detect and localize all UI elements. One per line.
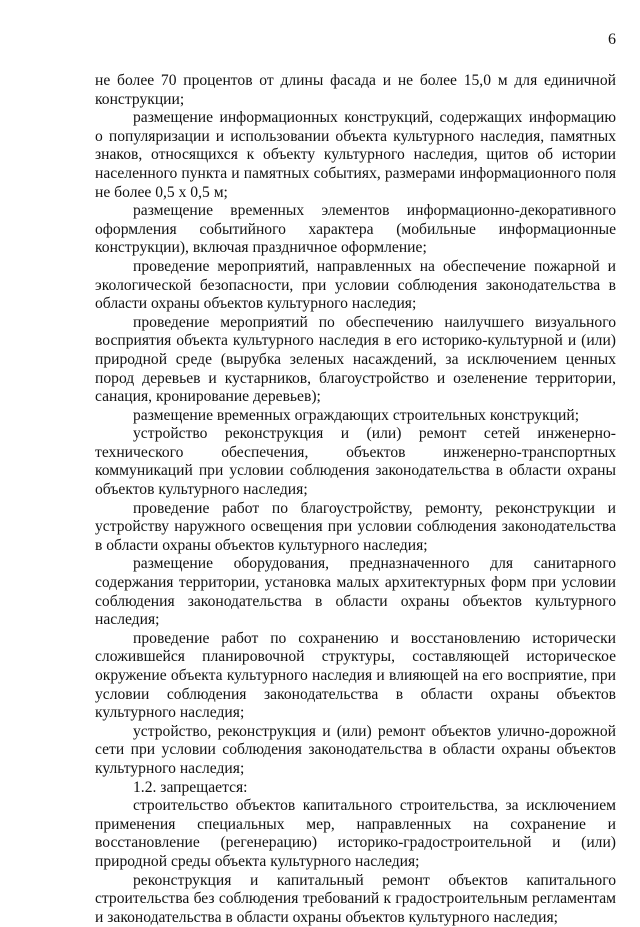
paragraph: устройство реконструкция и (или) ремонт сетей инженерно-технического обеспечения, объектов инженерно-транспортных коммуникаций при условии соблюдения законодательства в области охраны объектов культурного наследия;: [95, 425, 616, 499]
page-number: 6: [608, 31, 616, 48]
paragraph: проведение работ по сохранению и восстановлению исторически сложившейся планировочной структуры, составляющей историческое окружение объекта культурного наследия и влияющей на его восприятие, при условии соблюдения законодательства в области охраны объектов культурного наследия;: [95, 629, 616, 722]
document-body: [95, 72, 616, 927]
paragraph: не более 70 процентов от длины фасада и не более 15,0 м для единичной конструкции;: [95, 72, 616, 108]
paragraph: размещение оборудования, предназначенного для санитарного содержания территории, установка малых архитектурных форм при условии соблюдения законодательства в области охраны объектов культурного наследия;: [95, 555, 616, 629]
paragraph: проведение работ по благоустройству, ремонту, реконструкции и устройству наружного освещения при условии соблюдения законодательства в области охраны объектов культурного наследия;: [95, 499, 616, 554]
paragraph: размещение информационных конструкций, содержащих информацию о популяризации и использовании объекта культурного наследия, памятных знаков, относящихся к объекту культурного наследия, щитов об истории населенного пункта и памятных событиях, размерами информационного поля не более 0,5 х 0,5 м;: [95, 109, 616, 201]
section-heading: 1.2. запрещается:: [133, 778, 248, 796]
paragraph: строительство объектов капитального строительства, за исключением применения специальных мер, направленных на сохранение и восстановление (регенерацию) историко-градостроительной и (или) природной среды объекта культурного наследия;: [95, 797, 616, 870]
paragraph: размещение временных элементов информационно-декоративного оформления событийного характера (мобильные информационные конструкции), включая праздничное оформление;: [95, 202, 616, 257]
paragraph: реконструкция и капитальный ремонт объектов капитального строительства без соблюдения требований к градостроительным регламентам и законодательства в области охраны объектов культурного наследия;: [95, 871, 616, 926]
paragraph: проведение мероприятий, направленных на обеспечение пожарной и экологической безопасности, при условии соблюдения законодательства в области охраны объектов культурного наследия;: [95, 257, 616, 313]
paragraph: устройство, реконструкция и (или) ремонт объектов улично-дорожной сети при условии соблюдения законодательства в области охраны объектов культурного наследия;: [95, 722, 616, 777]
paragraph: проведение мероприятий по обеспечению наилучшего визуального восприятия объекта культурного наследия в его историко-культурной и (или) природной среде (вырубка зеленых насаждений, за исключением ценных пород деревьев и кустарников, благоустройство и озеленение территории, санация, кронирование деревьев);: [95, 313, 616, 406]
paragraph: размещение временных ограждающих строительных конструкций;: [133, 406, 580, 424]
